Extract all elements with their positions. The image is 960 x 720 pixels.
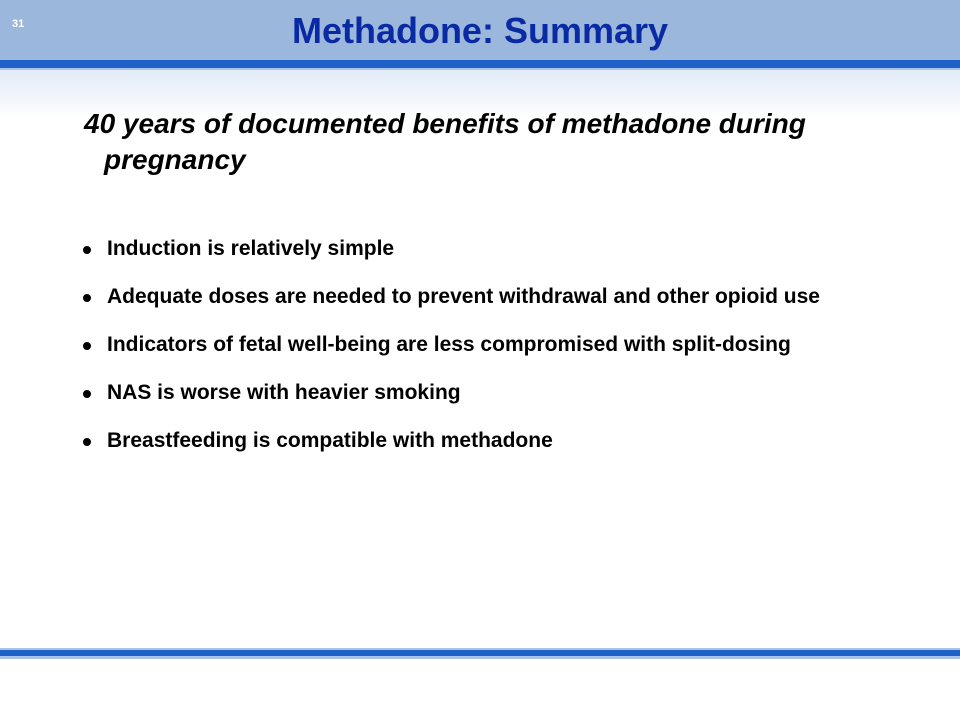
bullet-item [80, 330, 900, 360]
bullet-text: Induction is relatively simple [107, 237, 395, 260]
bullet-text: Indicators of fetal well-being are less compromised with split-dosing [107, 333, 791, 356]
bullet-text: NAS is worse with heavier smoking [107, 381, 461, 404]
bullet-item [80, 282, 900, 312]
slide-title: Methadone: Summary [291, 10, 669, 51]
bullet-dot-icon [83, 390, 91, 398]
bullet-text: Adequate doses are needed to prevent withdrawal and other opioid use [107, 285, 820, 308]
bullet-item [80, 378, 900, 408]
bullet-dot-icon [83, 246, 91, 254]
bullet-item [80, 426, 900, 456]
bullet-list [80, 234, 900, 474]
bullet-text: Breastfeeding is compatible with methadone [107, 429, 553, 452]
bullet-item [80, 234, 900, 264]
bullet-dot-icon [83, 294, 91, 302]
bullet-dot-icon [83, 342, 91, 350]
slide-subtitle: 40 years of documented benefits of methadone during pregnancy [84, 108, 806, 175]
footer-divider-lower [0, 656, 960, 659]
bullet-dot-icon [83, 438, 91, 446]
title-divider [0, 60, 960, 68]
slide-number: 31 [12, 18, 25, 30]
